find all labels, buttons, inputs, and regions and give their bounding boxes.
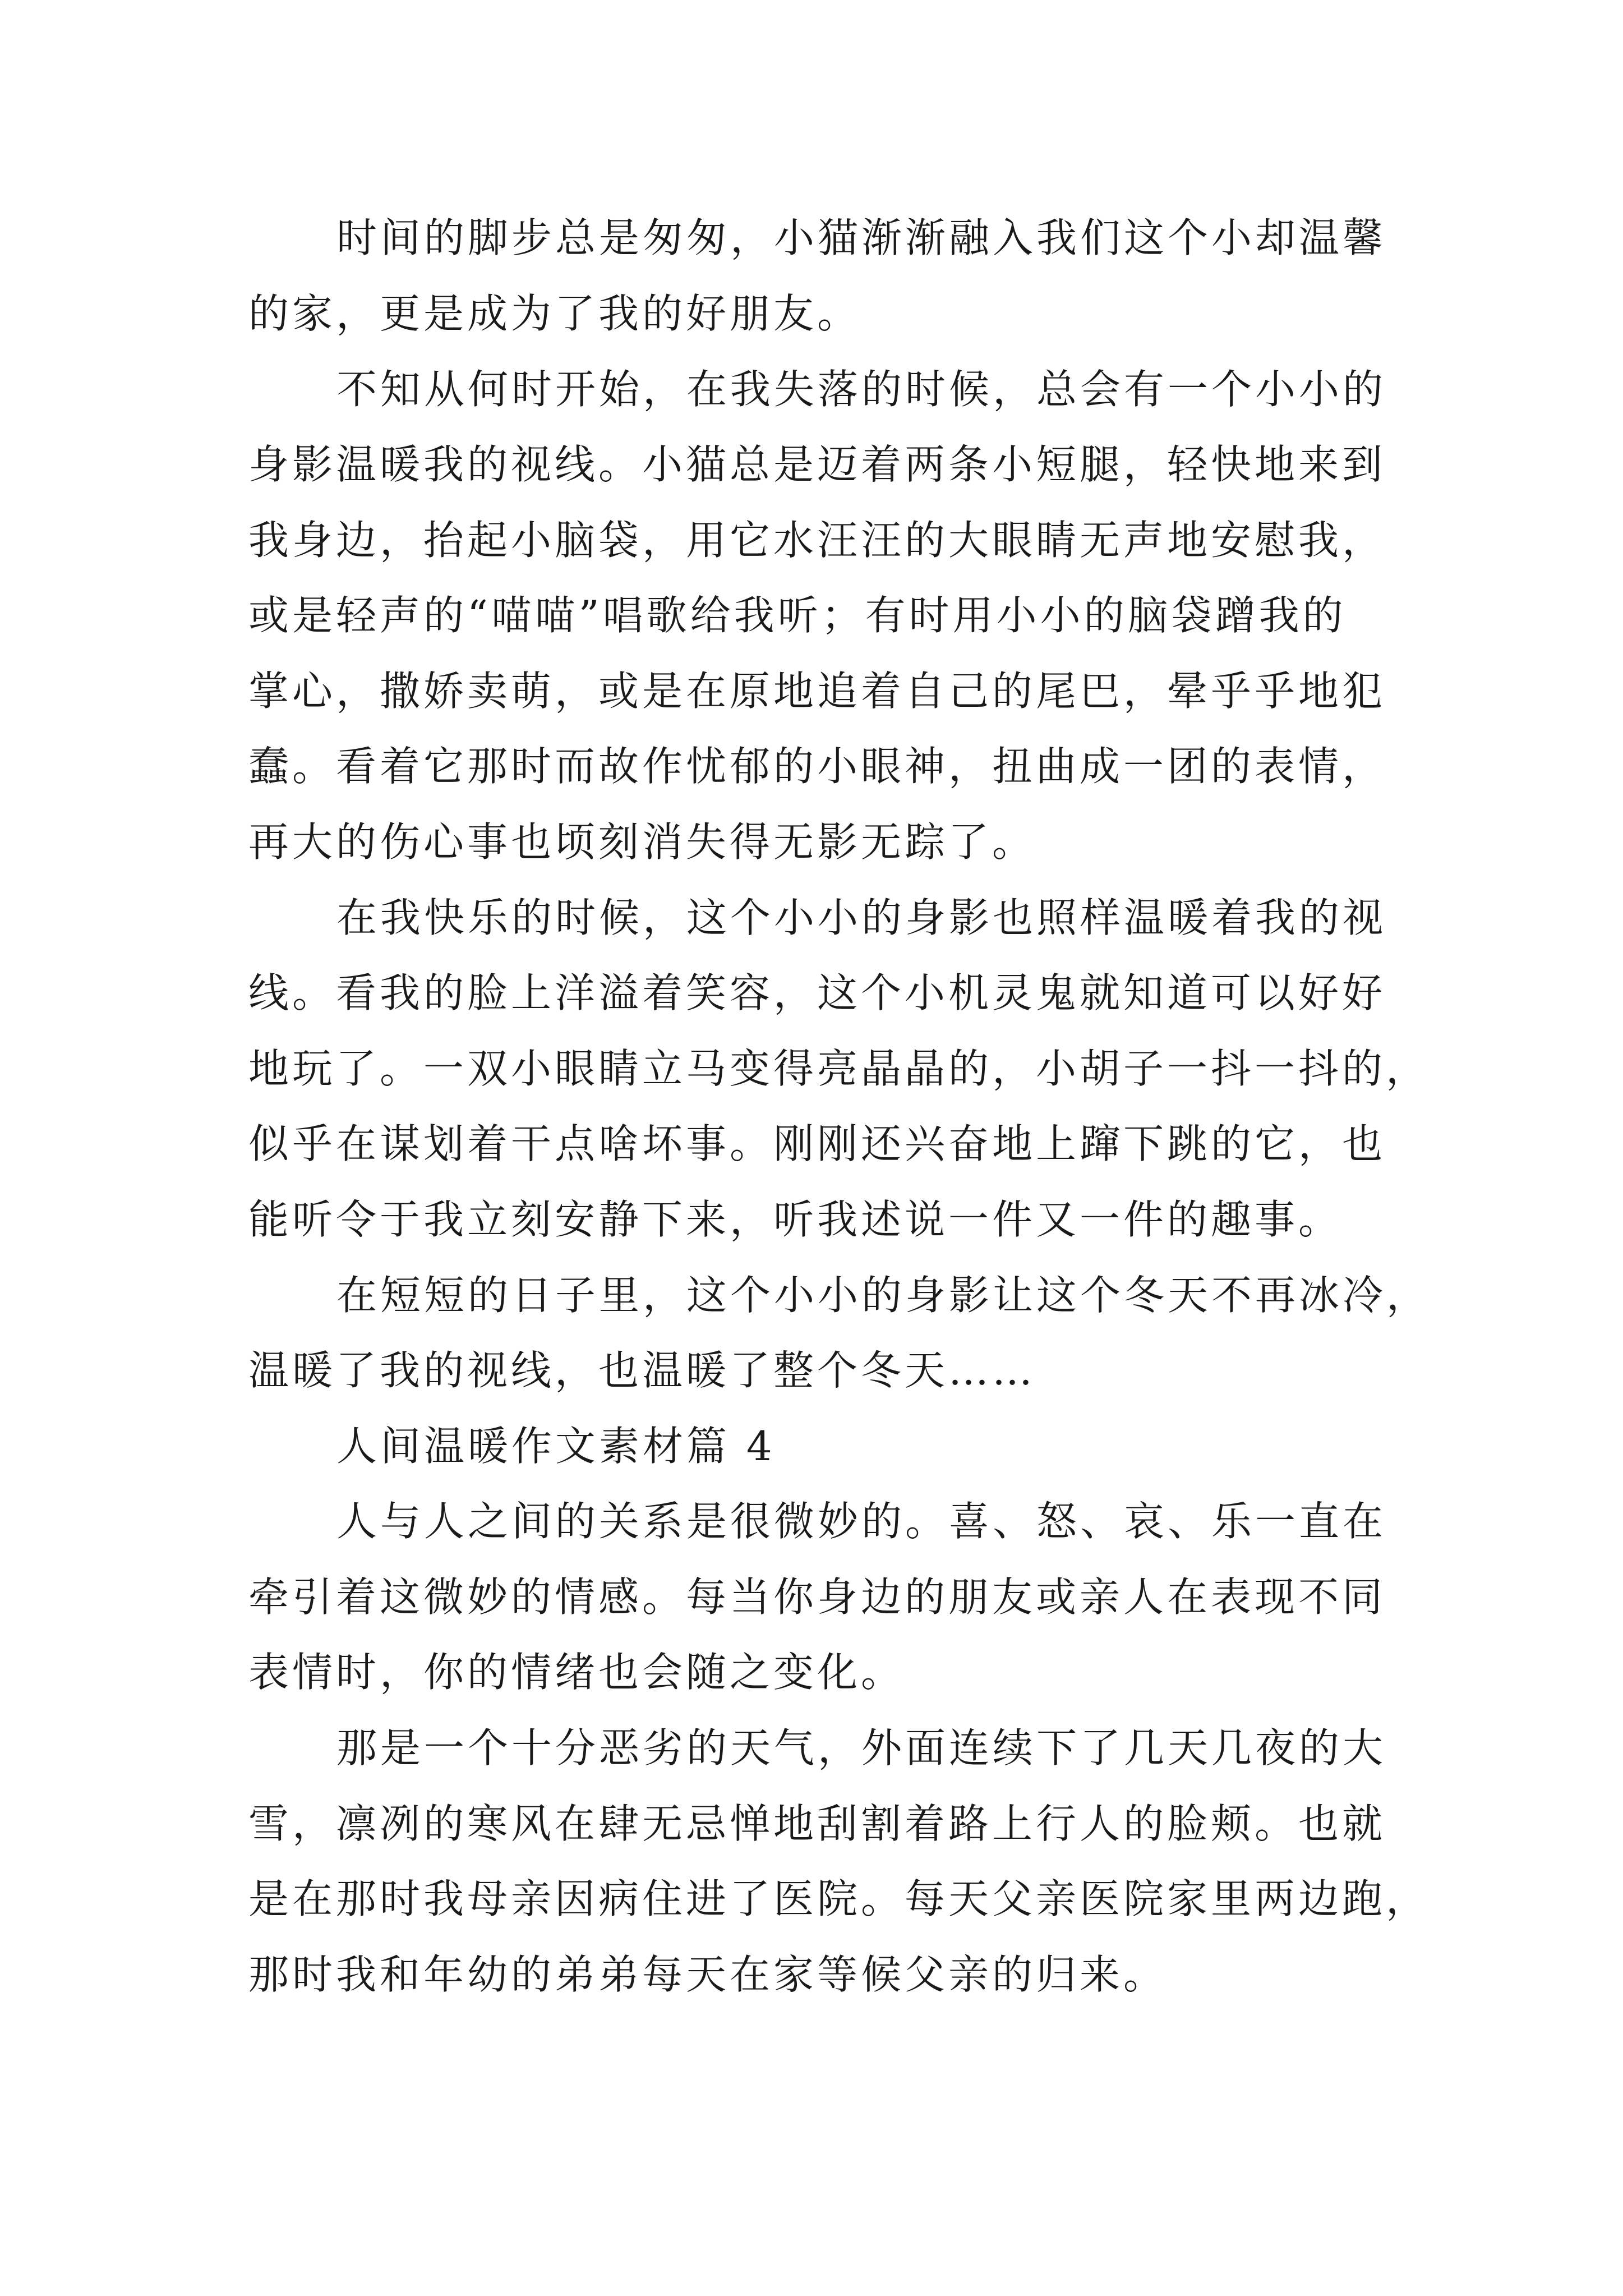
text-line: 身影温暖我的视线。小猫总是迈着两条小短腿，轻快地来到: [248, 441, 1386, 488]
text-line: 蠢。看着它那时而故作忧郁的小眼神，扭曲成一团的表情，: [248, 743, 1386, 790]
text-line: 温暖了我的视线，也温暖了整个冬天……: [248, 1347, 1036, 1394]
text-line: 那时我和年幼的弟弟每天在家等候父亲的归来。: [248, 1951, 1168, 1998]
text-line: 雪，凛冽的寒风在肆无忌惮地刮割着路上行人的脸颊。也就: [248, 1800, 1386, 1847]
text-line: 那是一个十分恶劣的天气，外面连续下了几天几夜的大: [336, 1724, 1387, 1772]
text-line: 表情时，你的情绪也会随之变化。: [248, 1649, 905, 1696]
text-line: 时间的脚步总是匆匆，小猫渐渐融入我们这个小却温馨: [336, 214, 1387, 261]
text-line: 能听令于我立刻安静下来，听我述说一件又一件的趣事。: [248, 1196, 1343, 1243]
text-line: 或是轻声的“喵喵”唱歌给我听；有时用小小的脑袋蹭我的: [248, 592, 1347, 639]
text-line: 不知从何时开始，在我失落的时候，总会有一个小小的: [336, 366, 1387, 413]
text-line: 似乎在谋划着干点啥坏事。刚刚还兴奋地上蹿下跳的它，也: [248, 1120, 1386, 1167]
text-line: 在我快乐的时候，这个小小的身影也照样温暖着我的视: [336, 894, 1387, 941]
text-line: 牵引着这微妙的情感。每当你身边的朋友或亲人在表现不同: [248, 1573, 1386, 1621]
text-line: 线。看我的脸上洋溢着笑容，这个小机灵鬼就知道可以好好: [248, 969, 1386, 1016]
text-line: 地玩了。一双小眼睛立马变得亮晶晶的，小胡子一抖一抖的，: [248, 1045, 1430, 1092]
text-line: 掌心，撒娇卖萌，或是在原地追着自己的尾巴，晕乎乎地犯: [248, 668, 1386, 715]
text-line: 是在那时我母亲因病住进了医院。每天父亲医院家里两边跑，: [248, 1875, 1430, 1922]
text-line: 在短短的日子里，这个小小的身影让这个冬天不再冰冷，: [336, 1272, 1431, 1319]
section-heading: 人间温暖作文素材篇 4: [336, 1423, 776, 1470]
text-line: 人与人之间的关系是很微妙的。喜、怒、哀、乐一直在: [336, 1498, 1387, 1545]
text-line: 我身边，抬起小脑袋，用它水汪汪的大眼睛无声地安慰我，: [248, 517, 1386, 564]
text-line: 再大的伤心事也顷刻消失得无影无踪了。: [248, 818, 1036, 866]
text-line: 的家，更是成为了我的好朋友。: [248, 290, 861, 337]
